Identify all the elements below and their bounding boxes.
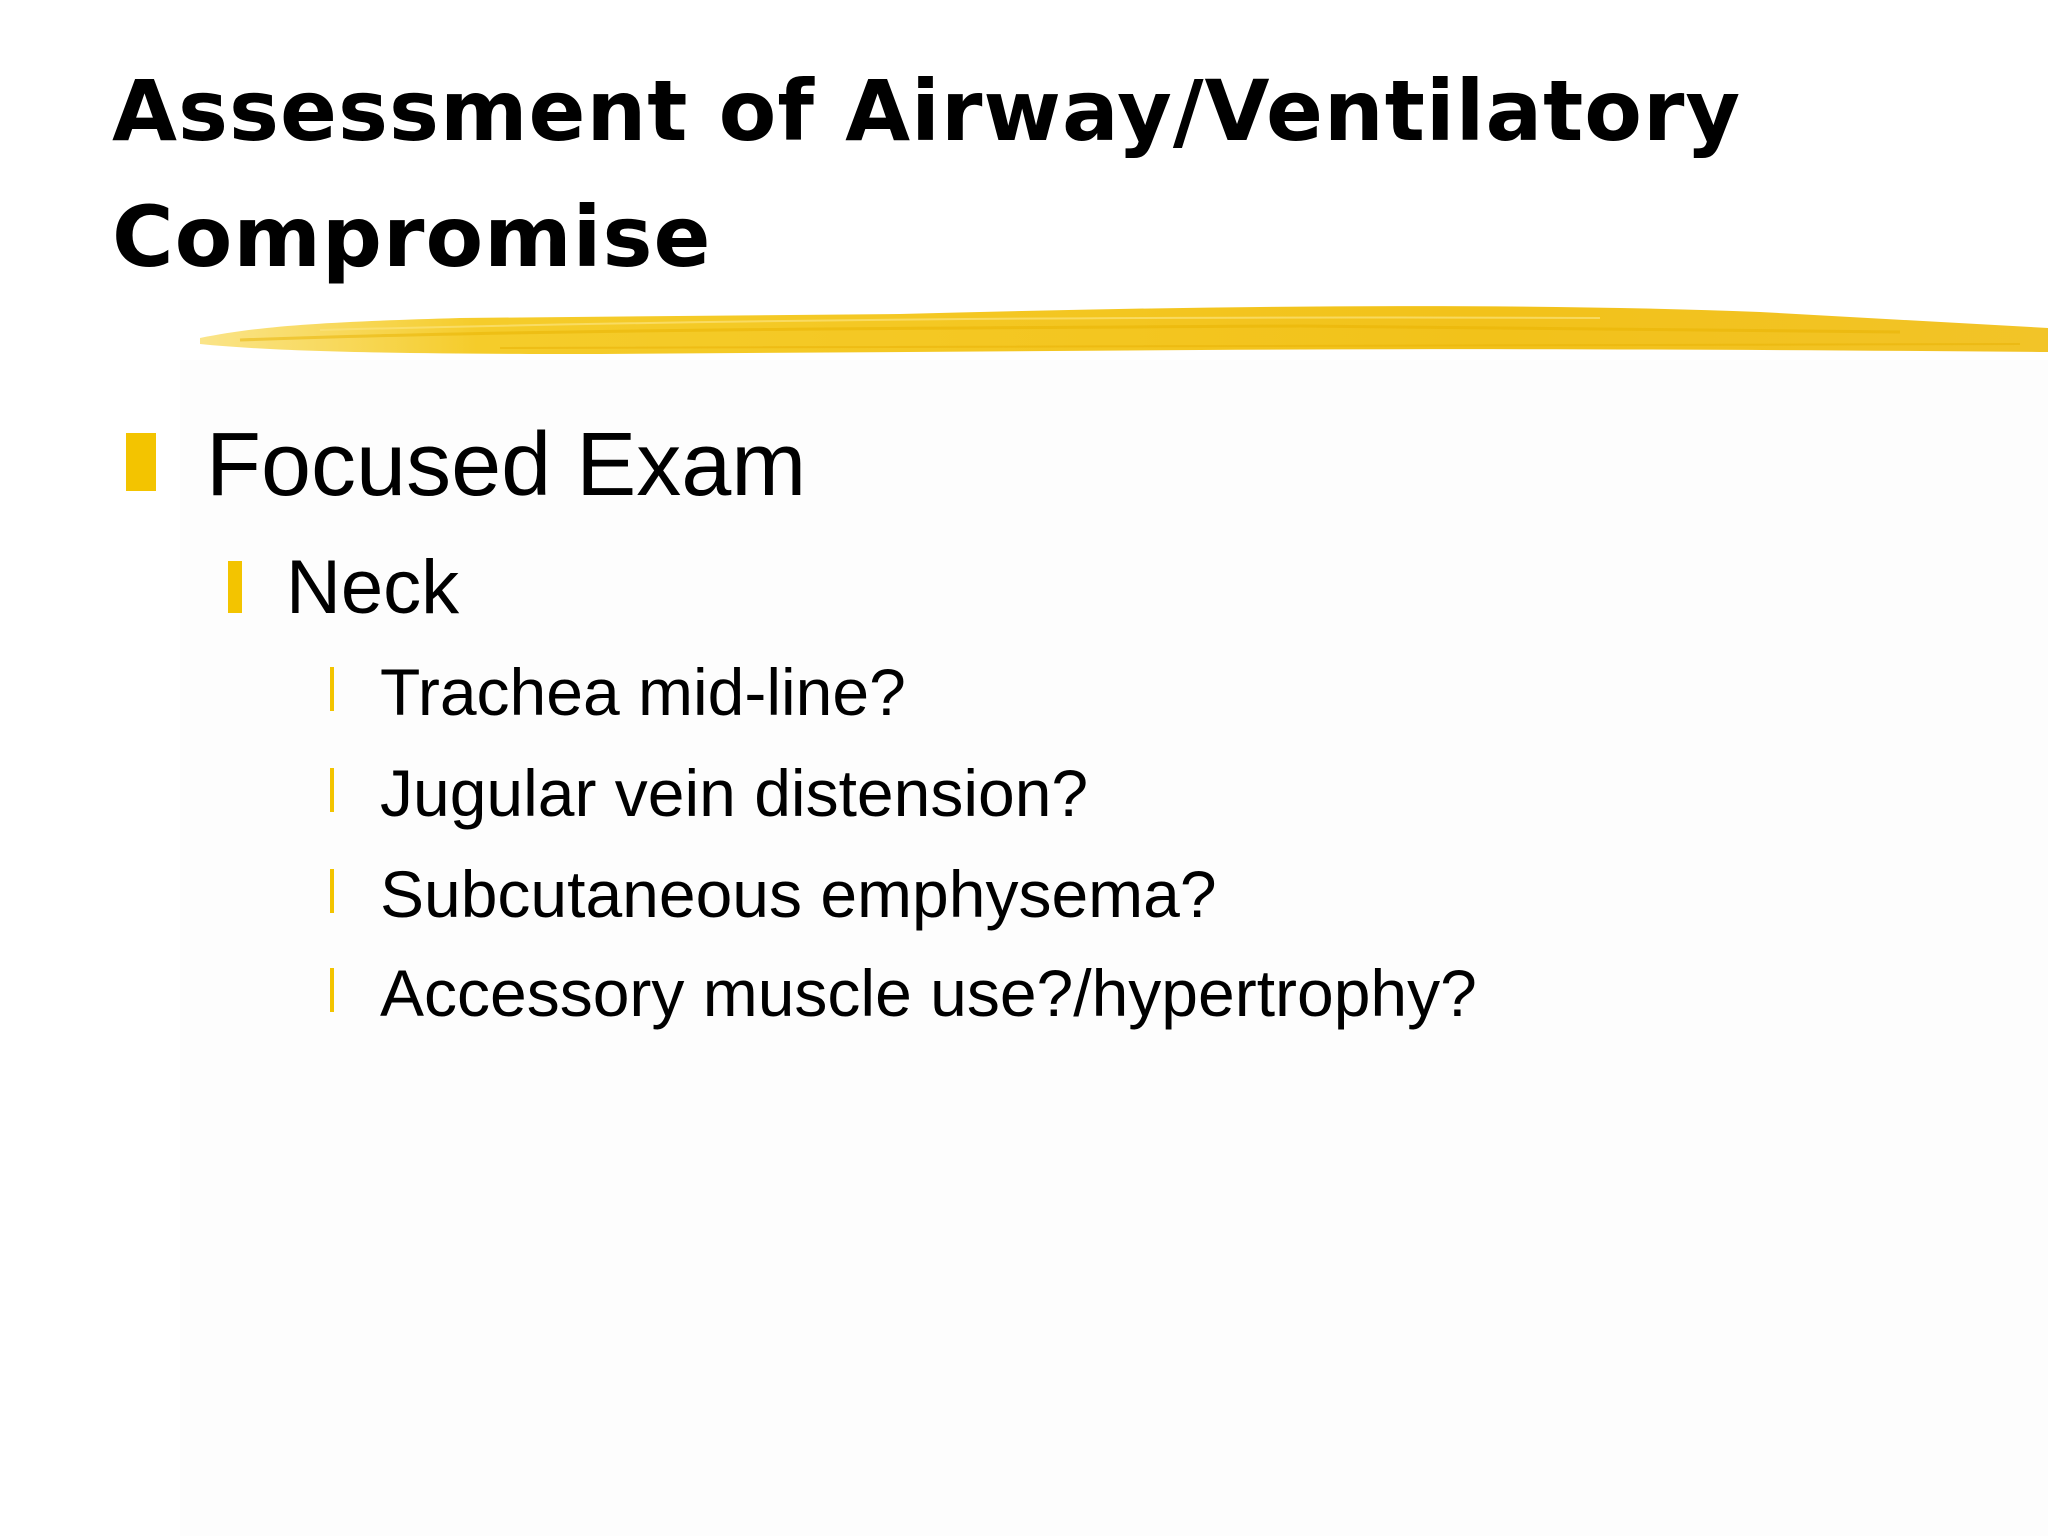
bullet-level1-text: Focused Exam bbox=[206, 415, 807, 515]
bullet-marker-icon bbox=[330, 968, 334, 1012]
title-underline-brush-stroke bbox=[200, 300, 2048, 372]
bullet-level3-text: Trachea mid-line? bbox=[380, 655, 906, 729]
bullet-marker-icon bbox=[228, 561, 242, 613]
bullet-level3-item bbox=[330, 951, 1477, 1035]
bullet-level3-text: Accessory muscle use?/hypertrophy? bbox=[380, 956, 1477, 1030]
bullet-level2-item bbox=[228, 540, 459, 636]
bullet-marker-icon bbox=[330, 667, 334, 711]
slide-title: Assessment of Airway/Ventilatory Compromise bbox=[112, 62, 1742, 286]
bullet-level3-item bbox=[330, 751, 1088, 835]
bullet-level3-text: Subcutaneous emphysema? bbox=[380, 857, 1217, 931]
bullet-marker-icon bbox=[330, 869, 334, 913]
bullet-level3-text: Jugular vein distension? bbox=[380, 756, 1089, 830]
bullet-marker-icon bbox=[126, 433, 156, 491]
bullet-level3-item bbox=[330, 852, 1217, 936]
bullet-level2-text: Neck bbox=[286, 545, 460, 630]
content-panel bbox=[180, 360, 2048, 1536]
bullet-marker-icon bbox=[330, 768, 334, 812]
bullet-level1-item bbox=[126, 410, 806, 520]
bullet-level3-item bbox=[330, 650, 906, 734]
